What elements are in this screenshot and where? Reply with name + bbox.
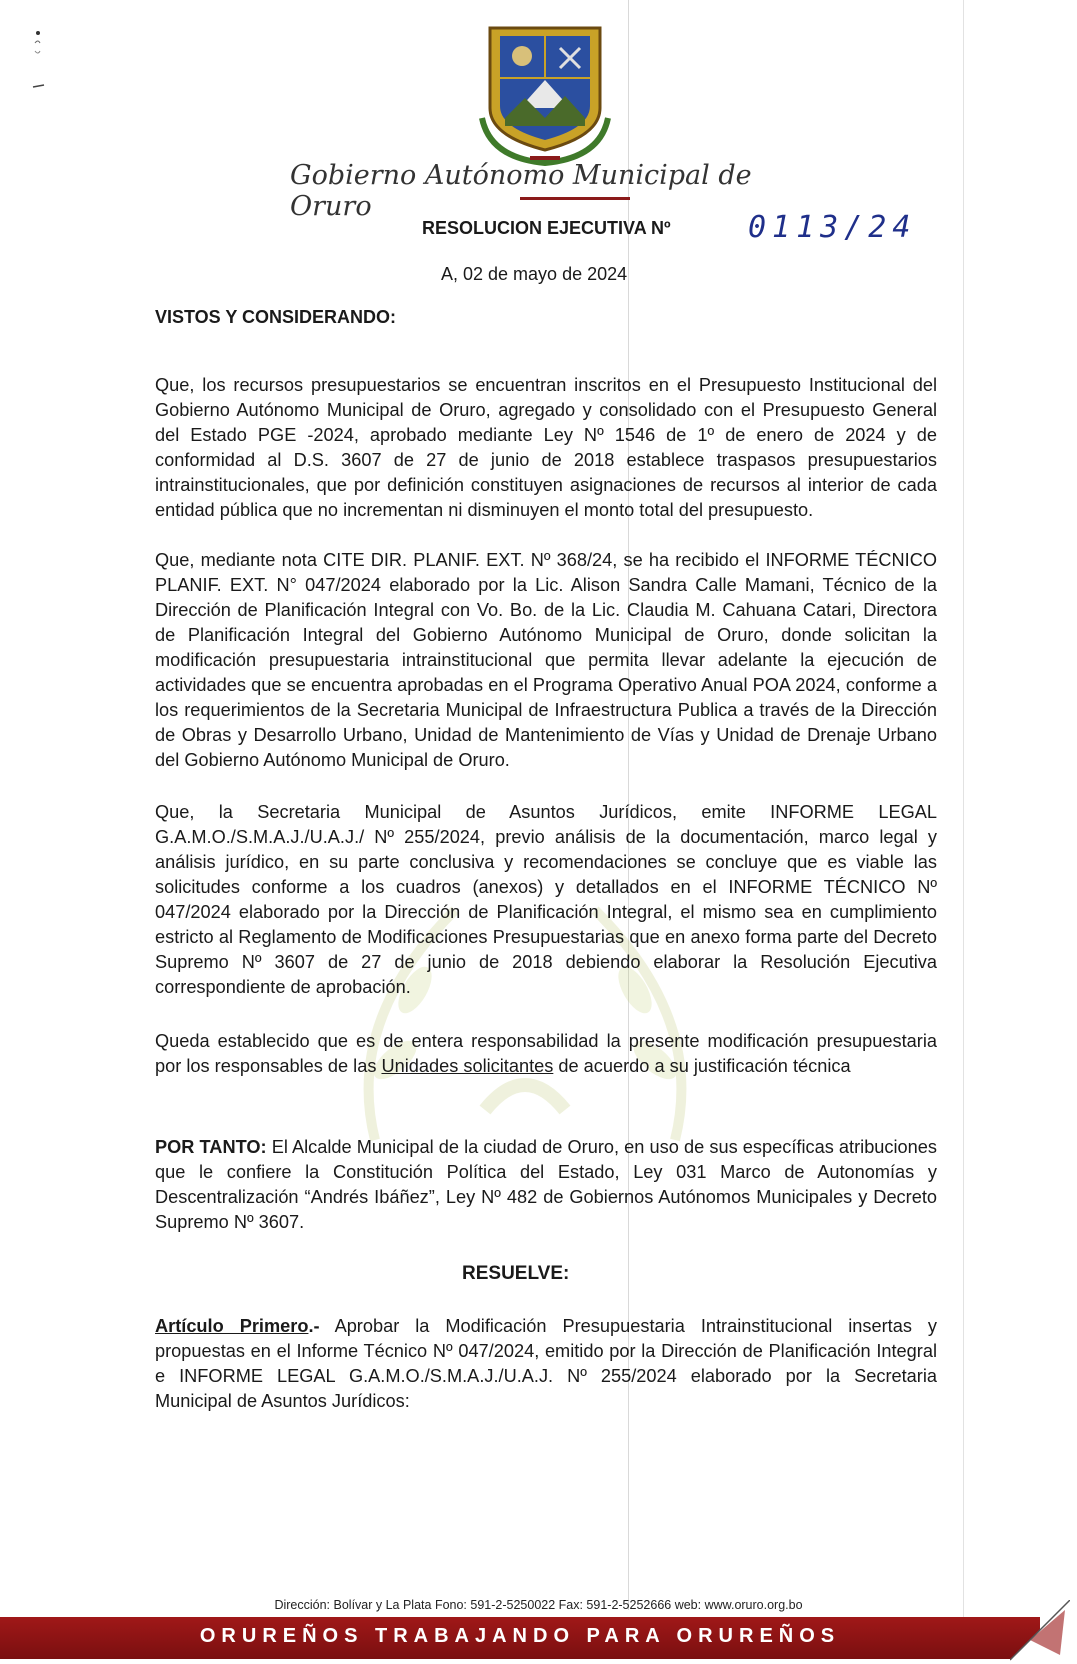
- municipal-coat-of-arms-icon: [470, 18, 620, 168]
- considerando-paragraph-1: Que, los recursos presupuestarios se encuentran inscritos en el Presupuesto Institucional del Gobierno Autónomo Municipal de Oruro, agregado y consolidado con el Presupuesto General del Estado PGE -2024, aprobado mediante Ley Nº 1546 de 1º de enero de 2024 y de conformidad al D.S. 3607 de 27 de junio de 2018 establece traspasos presupuestarios intrainstitucionales, que por definición constituyen asignaciones de recursos al interior de cada entidad pública que no incrementan ni disminuyen el monto total del presupuesto.: [155, 375, 937, 520]
- considerando-paragraph-3: Que, la Secretaria Municipal de Asuntos Jurídicos, emite INFORME LEGAL G.A.M.O./S.M.A.J./U.A.J./ Nº 255/2024, previo análisis de la documentación, marco legal y análisis jurídico, en su parte conclusiva y recomendaciones se concluye que es viable las solicitudes conforme a los cuadros (anexos) y detallados en el INFORME TÉCNICO Nº 047/2024 elaborado por la Dirección de Planificación Integral, el mismo sea en cumplimiento estricto al Reglamento de Modificaciones Presupuestarias que en anexo forma parte del Decreto Supremo Nº 3607 de 27 de junio de 2018 debiendo elaborar la Resolución Ejecutiva correspondiente de aprobación.: [155, 802, 937, 997]
- resuelve-heading: RESUELVE:: [462, 1263, 570, 1284]
- resolution-date: A, 02 de mayo de 2024: [441, 264, 628, 284]
- articulo-primero-lead: Artículo Primero: [155, 1316, 309, 1336]
- resolution-label: RESOLUCION EJECUTIVA Nº: [422, 218, 671, 238]
- scan-marks: [30, 25, 60, 105]
- articulo-primero-paragraph: [155, 1314, 937, 1414]
- articulo-primero-suffix: .-: [308, 1316, 320, 1336]
- page-corner-fold-icon: [1010, 1600, 1070, 1664]
- considerando-paragraph-4: [155, 1029, 937, 1079]
- resolution-number: 0113/24: [748, 210, 917, 245]
- institution-underline: [520, 197, 630, 200]
- footer-address: Dirección: Bolívar y La Plata Fono: 591-2-5250022 Fax: 591-2-5252666 web: www.oruro.org.bo: [274, 1598, 803, 1612]
- por-tanto-lead: POR TANTO:: [155, 1137, 267, 1157]
- section-title: VISTOS Y CONSIDERANDO:: [155, 307, 397, 327]
- por-tanto-paragraph: [155, 1135, 937, 1235]
- por-tanto-text: El Alcalde Municipal de la ciudad de Oruro, en uso de sus específicas atribuciones que le confiere la Constitución Política del Estado, Ley 031 Marco de Autonomías y Descentralización “Andrés Ibáñez”, Ley Nº 482 de Gobiernos Autónomos Municipales y Decreto Supremo Nº 3607.: [155, 1137, 937, 1232]
- articulo-primero-text: Aprobar la Modificación Presupuestaria Intrainstitucional insertas y propuestas en el Informe Técnico Nº 047/2024, emitido por la Dirección de Planificación Integral e INFORME LEGAL G.A.M.O./S.M.A.J./U.A.J. Nº 255/2024 elaborado por la Secretaria Municipal de Asuntos Jurídicos:: [155, 1316, 938, 1411]
- paragraph-4-text-end: de acuerdo a su justificación técnica: [553, 1056, 851, 1076]
- institution-name: Gobierno Autónomo Municipal de Oruro: [290, 160, 752, 222]
- paragraph-4-text: Queda establecido que es de entera responsabilidad la presente modificación presupuestaria por los responsables de las: [155, 1031, 937, 1076]
- considerando-paragraph-2: Que, mediante nota CITE DIR. PLANIF. EXT. Nº 368/24, se ha recibido el INFORME TÉCNICO PLANIF. EXT. N° 047/2024 elaborado por la Lic. Alison Sandra Calle Mamani, Técnico de la Dirección de Planificación Integral con Vo. Bo. de la Lic. Claudia M. Cahuana Catari, Directora de Planificación Integral del Gobierno Autónomo Municipal de Oruro, donde solicitan la modificación presupuestaria intrainstitucional que permita llevar adelante la ejecución de actividades que se encuentra aprobadas en el Programa Operativo Anual POA 2024, conforme a los requerimientos de la Secretaria Municipal de Infraestructura Publica a través de la Dirección de Obras y Desarrollo Urbano, Unidad de Mantenimiento de Vías y Unidad de Drenaje Urbano del Gobierno Autónomo Municipal de Oruro.: [155, 550, 937, 770]
- paragraph-4-underlined: Unidades solicitantes: [381, 1056, 554, 1076]
- footer-slogan: ORUREÑOS TRABAJANDO PARA ORUREÑOS: [199, 1625, 841, 1647]
- scan-page-edge: [963, 0, 964, 1620]
